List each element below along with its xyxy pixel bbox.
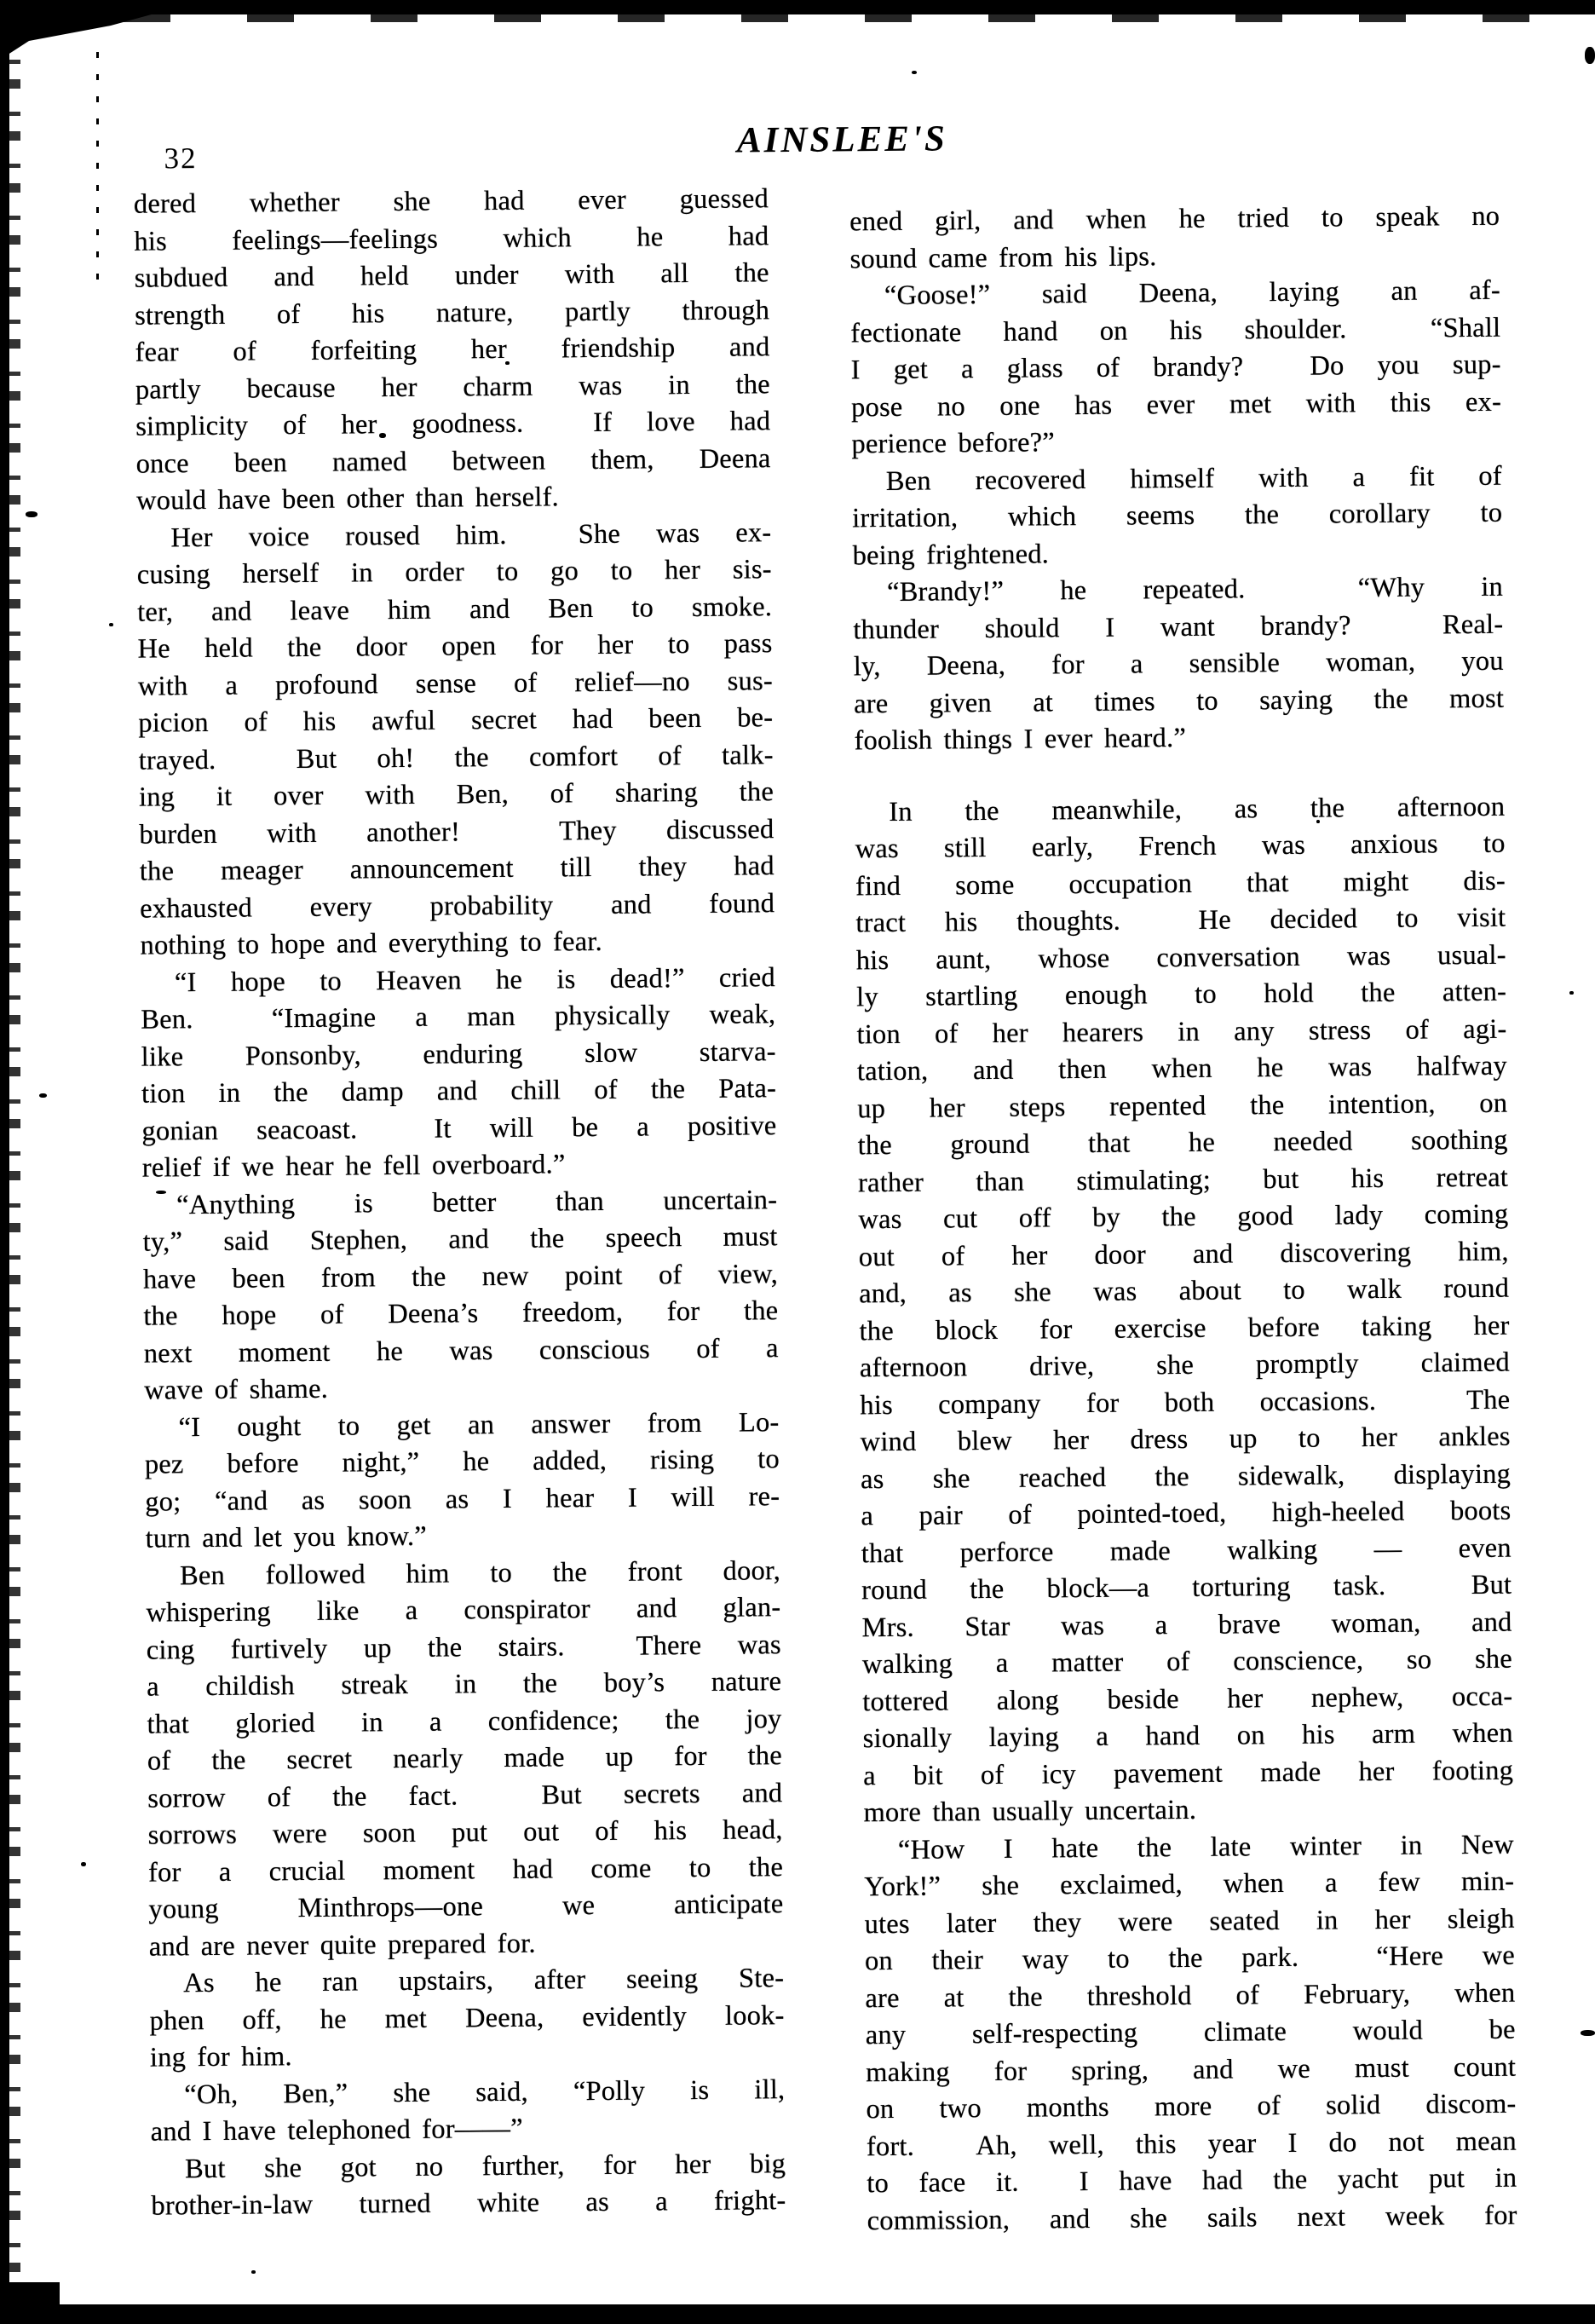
text-line: commission, and she sails next week for [867, 2200, 1517, 2236]
text-line: was still early, French was anxious to [855, 828, 1506, 865]
text-line: to face it. I have had the yacht put in [867, 2162, 1517, 2200]
running-head-title: AINSLEE'S [736, 118, 947, 161]
text-line: relief if we hear he fell overboard.” [141, 1149, 566, 1184]
text-line: his feelings—feelings which he had [134, 220, 769, 257]
text-line: strength of his nature, partly through [134, 294, 770, 332]
text-line: Her voice roused him. She was ex- [170, 516, 772, 553]
text-line: would have been other than herself. [135, 482, 560, 516]
text-line: rather than stimulating; but his retreat [857, 1162, 1509, 1198]
text-line: He held the door open for her to pass [137, 628, 773, 665]
text-line: making for spring, and we must count [865, 2051, 1517, 2088]
paragraph [852, 458, 1503, 574]
text-column-left [134, 181, 786, 2225]
text-line: a bit of icy pavement made her footing [862, 1755, 1514, 1791]
text-line: fort. Ah, well, this year I do not mean [866, 2125, 1517, 2162]
text-line: the hope of Deena’s freedom, for the [143, 1295, 779, 1332]
text-line: But she got no further, for her big [184, 2148, 786, 2184]
text-line: on their way to the park. “Here we [864, 1940, 1516, 1977]
text-line: wind blew her dress up to her ankles [860, 1421, 1511, 1458]
paragraph [855, 788, 1514, 1832]
text-line: a childish streak in the boy’s nature [146, 1666, 782, 1703]
text-line: As he ran upstairs, after seeing Ste- [183, 1963, 785, 1999]
text-line: ened girl, and when he tried to speak no [849, 200, 1500, 238]
text-line: round the block—a torturing task. But [861, 1569, 1512, 1606]
text-line: sound came from his lips. [849, 240, 1157, 274]
text-line: next moment he was conscious of a [143, 1332, 779, 1370]
paragraph [151, 2146, 786, 2225]
text-line: was cut off by the good lady coming [858, 1198, 1509, 1236]
text-line: young Minthrops—one we anticipate [148, 1889, 784, 1925]
text-line: have been from the new point of view, [142, 1258, 779, 1295]
text-line: his company for both occasions. The [860, 1384, 1511, 1421]
text-line: thunder should I want brandy? Real- [853, 608, 1504, 645]
paragraph [864, 1826, 1517, 2240]
text-line: of the secret nearly made up for the [147, 1740, 783, 1777]
paragraph [853, 569, 1505, 760]
text-line: “Goose!” said Deena, laying an af- [884, 274, 1501, 312]
text-line: nothing to hope and everything to fear. [140, 926, 603, 961]
text-line: Mrs. Star was a brave woman, and [861, 1606, 1512, 1643]
paragraph [150, 2072, 786, 2151]
text-line: tottered along beside her nephew, occa- [862, 1681, 1513, 1717]
text-line: for a crucial moment had come to the [147, 1851, 784, 1889]
text-line: foolish things I ever heard.” [854, 722, 1187, 757]
text-line: cusing herself in order to go to her sis- [136, 554, 772, 591]
text-column-right [849, 199, 1517, 2240]
text-line: ing for him. [149, 2041, 292, 2073]
text-line: up her steps repented the intention, on [857, 1087, 1508, 1124]
text-line: sorrow of the fact. But secrets and [147, 1777, 783, 1814]
text-line: on two months more of solid discom- [866, 2088, 1517, 2125]
text-line: that gloried in a confidence; the joy [147, 1703, 782, 1740]
text-line: his aunt, whose conversation was usual- [855, 939, 1506, 976]
text-line: pose no one has ever met with this ex- [850, 386, 1502, 423]
text-line: Ben recovered himself with a fit of [885, 460, 1502, 497]
text-line: the meager announcement till they had [139, 851, 774, 887]
text-line: tion in the damp and chill of the Pata- [141, 1073, 777, 1110]
text-line: fear of forfeiting her friendship and [135, 332, 770, 368]
text-line: dered whether she had ever guessed [133, 183, 769, 220]
text-line: picion of his awful secret had been be- [138, 702, 774, 739]
text-line: wave of shame. [143, 1373, 329, 1406]
text-line: York!” she exclaimed, when a few min- [864, 1866, 1515, 1903]
text-line: exhausted every probability and found [140, 887, 775, 925]
text-line: “How I hate the late winter in New [897, 1829, 1514, 1866]
text-line: walking a matter of conscience, so she [861, 1643, 1513, 1681]
text-line: sorrows were soon put out of his head, [147, 1814, 783, 1851]
text-line: fectionate hand on his shoulder. “Shall [850, 312, 1501, 349]
text-line: trayed. But oh! the comfort of talk- [138, 739, 774, 776]
text-line: tract his thoughts. He decided to visit [855, 902, 1506, 939]
paragraph [136, 515, 775, 965]
paragraph [142, 1182, 779, 1410]
paragraph [850, 273, 1502, 464]
text-line: with a profound sense of relief—no sus- [137, 665, 774, 702]
text-line: subdued and held under with all the [134, 257, 769, 294]
text-line: afternoon drive, she promptly claimed [859, 1347, 1511, 1384]
ink-speck [1585, 47, 1595, 64]
paragraph [146, 1553, 784, 1966]
text-line: any self-respecting climate would be [865, 2014, 1516, 2051]
paragraph [144, 1404, 780, 1558]
text-line: In the meanwhile, as the afternoon [889, 791, 1506, 828]
text-line: tation, and then when he was halfway [856, 1050, 1508, 1087]
text-line: I get a glass of brandy? Do you sup- [850, 349, 1501, 386]
text-line: out of her door and discovering him, [858, 1236, 1509, 1272]
text-line: the block for exercise before taking her [859, 1310, 1510, 1347]
paragraph [134, 181, 771, 520]
text-line: Ben followed him to the front door, [179, 1554, 781, 1591]
text-line: ter, and leave him and Ben to smoke. [136, 591, 773, 628]
text-line: a pair of pointed-toed, high-heeled boots [861, 1495, 1512, 1532]
text-line: and I have telephoned for——” [150, 2113, 523, 2148]
paragraph [141, 960, 777, 1187]
text-line: “Brandy!” he repeated. “Why in [886, 571, 1504, 608]
text-line: tion of her hearers in any stress of agi- [856, 1013, 1507, 1050]
text-line: are given at times to saying the most [853, 683, 1505, 719]
text-line: ly startling enough to hold the atten- [855, 976, 1507, 1013]
text-line: the ground that he needed soothing [857, 1124, 1508, 1162]
text-line: gonian seacoast. It will be a positive [141, 1110, 777, 1147]
text-line: perience before?” [851, 427, 1056, 460]
text-line: being frightened. [852, 538, 1050, 571]
text-line: Ben. “Imagine a man physically weak, [141, 999, 776, 1035]
text-line: “Anything is better than uncertain- [176, 1184, 778, 1220]
paragraph [149, 1960, 785, 2077]
text-line: brother-in-law turned white as a fright- [151, 2185, 786, 2222]
text-line: and are never quite prepared for. [148, 1928, 536, 1963]
text-line: partly because her charm was in the [135, 368, 770, 406]
text-line: turn and let you know.” [145, 1520, 428, 1554]
text-line: sionally laying a hand on his arm when [862, 1717, 1513, 1755]
text-line: phen off, he met Deena, evidently look- [149, 1999, 785, 2037]
page-number: 32 [164, 141, 198, 176]
text-line: more than usually uncertain. [863, 1794, 1197, 1829]
text-line: simplicity of her goodness. If love had [135, 406, 771, 442]
text-line: ty,” said Stephen, and the speech must [142, 1221, 778, 1258]
text-line: are at the threshold of February, when [865, 1977, 1516, 2014]
paragraph [849, 199, 1500, 279]
text-line: ly, Deena, for a sensible woman, you [853, 645, 1504, 683]
text-line: “I ought to get an answer from Lo- [178, 1406, 780, 1443]
text-line: irritation, which seems the corollary to [852, 497, 1503, 534]
text-line: ing it over with Ben, of sharing the [138, 776, 774, 813]
text-line: go; “and as soon as I hear I will re- [145, 1480, 780, 1518]
text-line: utes later they were seated in her sleigh [864, 1903, 1515, 1940]
text-line: that perforce made walking — even [861, 1532, 1512, 1569]
text-line: and, as she was about to walk round [859, 1272, 1510, 1310]
text-line: find some occupation that might dis- [855, 865, 1506, 902]
text-line: whispering like a conspirator and glan- [146, 1592, 781, 1629]
text-line: as she reached the sidewalk, displaying [860, 1458, 1512, 1495]
text-line: like Ponsonby, enduring slow starva- [141, 1035, 776, 1073]
text-line: cing furtively up the stairs. There was [146, 1629, 781, 1666]
text-line: once been named between them, Deena [135, 442, 771, 480]
text-line: “Oh, Ben,” she said, “Polly is ill, [184, 2073, 786, 2110]
text-line: burden with another! They discussed [139, 813, 774, 851]
text-line: pez before night,” he added, rising to [144, 1444, 780, 1480]
text-line: “I hope to Heaven he is dead!” cried [174, 961, 776, 998]
